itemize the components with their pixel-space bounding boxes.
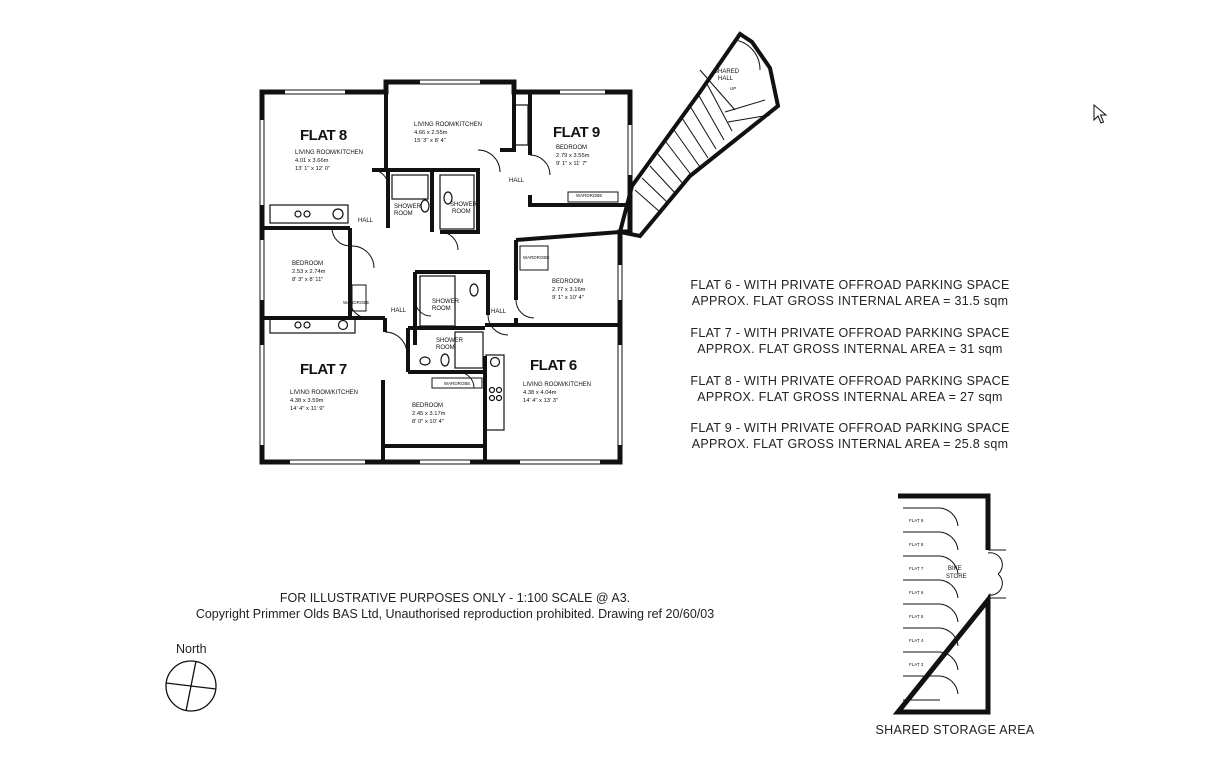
flat7-title: FLAT 7 <box>300 361 347 378</box>
flat9-living-metric: 4.66 x 2.55m <box>414 130 448 136</box>
shower-label: SHOWER <box>432 299 459 305</box>
flat6-info <box>660 277 1040 309</box>
flat6-area-line: APPROX. FLAT GROSS INTERNAL AREA = 31.5 sqm <box>691 294 1009 308</box>
flat9-title: FLAT 9 <box>553 124 600 141</box>
flat6-living-metric: 4.38 x 4.04m <box>523 390 557 396</box>
shower-room-label: ROOM <box>452 209 471 215</box>
flat9-parking-line: FLAT 9 - WITH PRIVATE OFFROAD PARKING SPACE <box>690 421 1010 435</box>
hall-label: HALL <box>391 308 407 314</box>
flat9-living-imperial: 15' 3" x 8' 4" <box>414 138 446 144</box>
north-compass-icon <box>166 661 216 711</box>
shared-hall-label: HALL <box>718 76 734 82</box>
flat7-area-line: APPROX. FLAT GROSS INTERNAL AREA = 31 sqm <box>697 342 1003 356</box>
flat6-living-name: LIVING ROOM/KITCHEN <box>523 382 592 388</box>
flat9-bedroom-name: BEDROOM <box>556 145 588 151</box>
storage-area-plan <box>898 496 1006 712</box>
locker-label: FLAT 5 <box>909 614 924 619</box>
flat7-bedroom-metric: 2.45 x 3.17m <box>412 411 446 417</box>
flat9-living-name: LIVING ROOM/KITCHEN <box>414 122 483 128</box>
shower-room-label: ROOM <box>432 306 451 312</box>
shower-label: SHOWER <box>450 202 477 208</box>
storage-area-title: SHARED STORAGE AREA <box>875 723 1035 737</box>
hall-label: HALL <box>509 178 525 184</box>
flat7-bedroom-name: BEDROOM <box>412 403 444 409</box>
wardrobe-label: WARDROBE <box>576 193 603 198</box>
flat8-bedroom-metric: 2.53 x 2.74m <box>292 269 326 275</box>
copyright-note: Copyright Primmer Olds BAS Ltd, Unauthorised reproduction prohibited. Drawing ref 20/60/03 <box>195 607 715 621</box>
flat7-living-name: LIVING ROOM/KITCHEN <box>290 390 359 396</box>
flat6-title: FLAT 6 <box>530 357 577 374</box>
shower-label: SHOWER <box>394 204 421 210</box>
flat8-title: FLAT 8 <box>300 127 347 144</box>
flat9-area-line: APPROX. FLAT GROSS INTERNAL AREA = 25.8 sqm <box>691 437 1009 451</box>
scale-note: FOR ILLUSTRATIVE PURPOSES ONLY - 1:100 SCALE @ A3. <box>279 591 631 605</box>
locker-label: FLAT 4 <box>909 638 924 643</box>
flat8-info <box>660 373 1040 405</box>
locker-label: FLAT 6 <box>909 590 924 595</box>
locker-label: FLAT 8 <box>909 542 924 547</box>
north-label: North <box>176 642 207 656</box>
flat9-bedroom-imperial: 9' 1" x 11' 7" <box>556 161 588 167</box>
wardrobe-label: WARDROBE <box>444 381 471 386</box>
flat6-parking-line: FLAT 6 - WITH PRIVATE OFFROAD PARKING SPACE <box>690 278 1010 292</box>
locker-label: FLAT 9 <box>909 518 924 523</box>
shower-label: SHOWER <box>436 338 463 344</box>
wardrobe-label: WARDROBE <box>343 300 370 305</box>
flat8-area-line: APPROX. FLAT GROSS INTERNAL AREA = 27 sqm <box>697 390 1003 404</box>
flat7-living-imperial: 14' 4" x 11' 9" <box>290 406 325 412</box>
wardrobe-label: WARDROBE <box>523 255 550 260</box>
flat6-living-imperial: 14' 4" x 13' 3" <box>523 398 559 404</box>
flat8-bedroom-name: BEDROOM <box>292 261 324 267</box>
flat8-living-imperial: 13' 1" x 12' 0" <box>295 166 331 172</box>
bike-store-label: BIKE <box>948 566 962 572</box>
flat8-living-metric: 4.01 x 3.66m <box>295 158 329 164</box>
mouse-cursor-icon <box>1093 104 1109 126</box>
hall-label: HALL <box>358 218 374 224</box>
locker-label: FLAT 3 <box>909 662 924 667</box>
bike-store-label: STORE <box>946 574 967 580</box>
flat9-bedroom-metric: 2.79 x 3.55m <box>556 153 590 159</box>
flat7-info <box>660 325 1040 357</box>
flat8-bedroom-imperial: 8' 3" x 8' 11" <box>292 277 324 283</box>
flat9-info <box>660 420 1040 452</box>
stair-up-label: UP <box>730 86 737 91</box>
hall-label: HALL <box>491 309 507 315</box>
flat6-bedroom-imperial: 9' 1" x 10' 4" <box>552 295 584 301</box>
shower-room-label: ROOM <box>394 211 413 217</box>
flat7-parking-line: FLAT 7 - WITH PRIVATE OFFROAD PARKING SPACE <box>690 326 1010 340</box>
flat6-bedroom-metric: 2.77 x 3.16m <box>552 287 586 293</box>
shared-staircase <box>620 34 778 236</box>
drawing-caption <box>150 590 760 622</box>
flat6-bedroom-name: BEDROOM <box>552 279 584 285</box>
flat8-living-name: LIVING ROOM/KITCHEN <box>295 150 364 156</box>
flat7-living-metric: 4.38 x 3.59m <box>290 398 324 404</box>
flat7-bedroom-imperial: 8' 0" x 10' 4" <box>412 419 444 425</box>
flat8-parking-line: FLAT 8 - WITH PRIVATE OFFROAD PARKING SPACE <box>690 374 1010 388</box>
locker-label: FLAT 7 <box>909 566 924 571</box>
shared-hall-label: SHARED <box>714 69 740 75</box>
shower-room-label: ROOM <box>436 345 455 351</box>
